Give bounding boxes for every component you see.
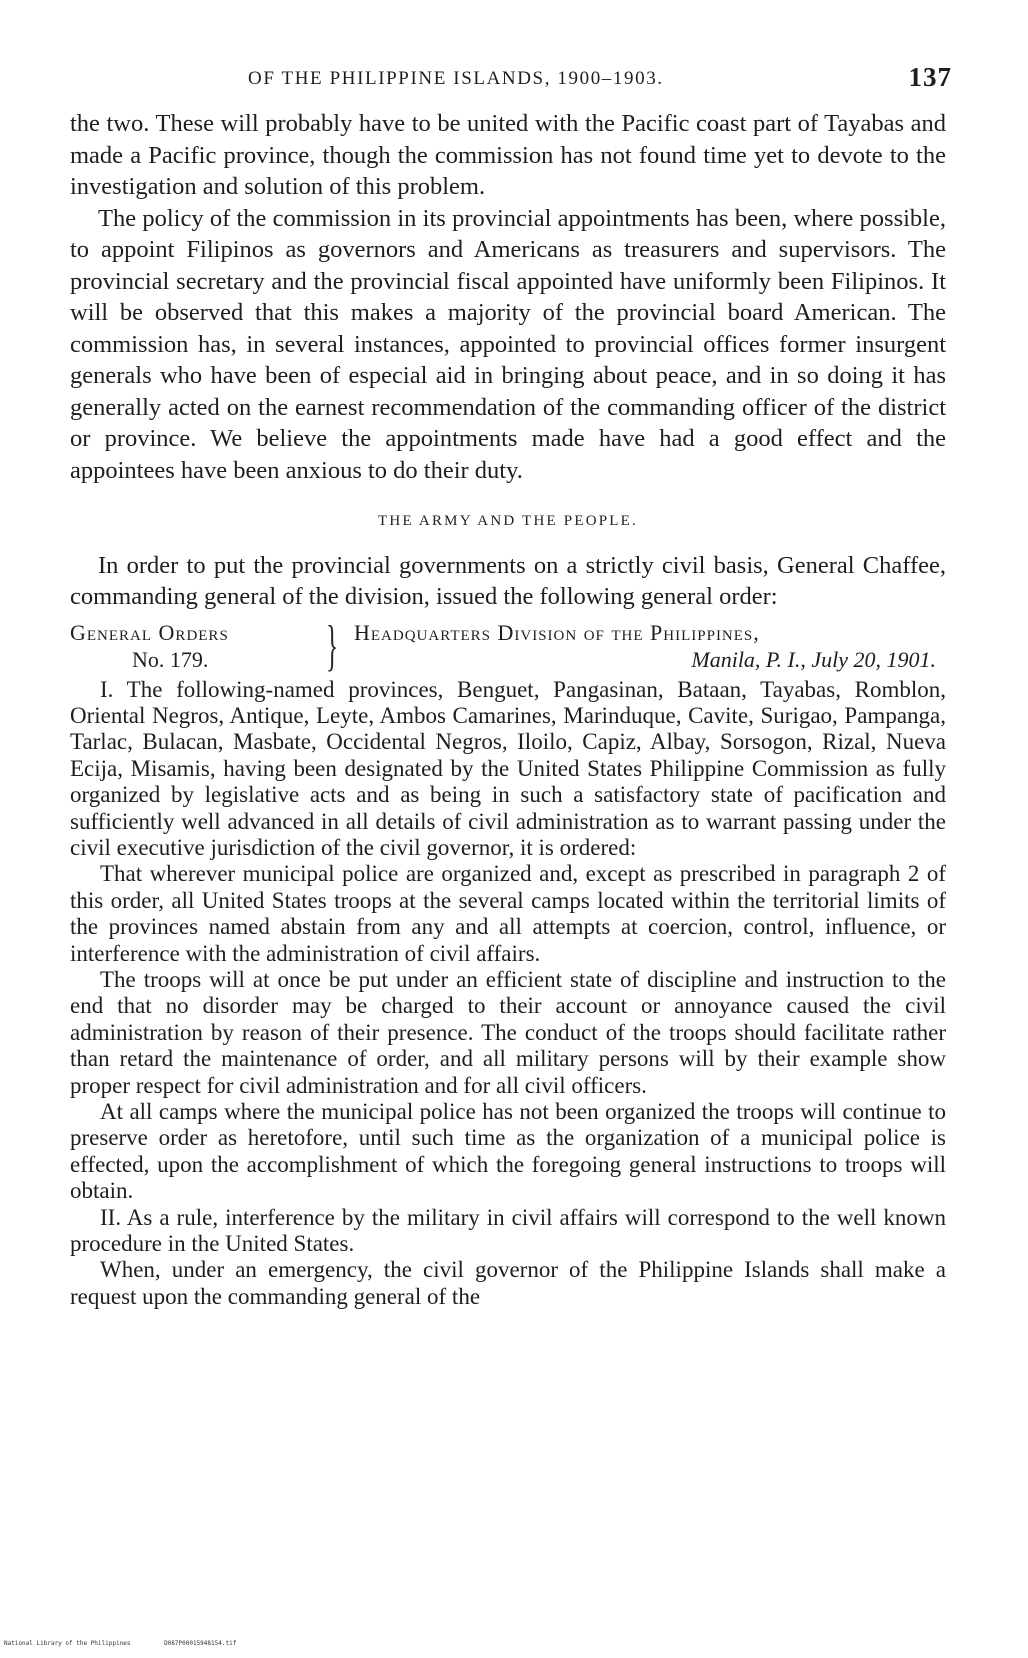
general-order-body: [70, 677, 946, 1311]
intro-paragraph: In order to put the provincial governments on a strictly civil basis, General Chaffee, commanding general of the division, issued the following general order:: [70, 551, 946, 610]
order-paragraph: That wherever municipal police are organized and, except as prescribed in paragraph 2 of this order, all United States troops at the several camps located within the territorial limits of the provinces named abstain from any and all attempts at coercion, control, influence, or interference with the administration of civil affairs.: [70, 861, 946, 966]
general-order-header: [70, 614, 946, 677]
order-number-block: [70, 619, 320, 673]
order-paragraph: I. The following-named provinces, Benguet, Pangasinan, Bataan, Tayabas, Romblon, Oriental Negros, Antique, Leyte, Ambos Camarines, Marinduque, Cavite, Surigao, Pampanga, Tarlac, Bulacan, Masbate, Occidental Negros, Iloilo, Capiz, Albay, Sorsogon, Rizal, Nueva Ecija, Misamis, having been designated by the United States Philippine Commission as fully organized by legislative acts and as being in such a satisfactory state of pacification and sufficiently well advanced in all details of civil administration as to warrant passing under the civil executive jurisdiction of the civil governor, it is ordered:: [70, 676, 946, 860]
headquarters-line: Headquarters Division of the Philippines,: [354, 619, 760, 645]
order-paragraph: The troops will at once be put under an efficient state of discipline and instruction to the end that no disorder may be charged to their account or annoyance caused the civil administration by reason of their presence. The conduct of the troops should facilitate rather than retard the maintenance of order, and all military persons will by their example show proper respect for civil administration and for all civil officers.: [70, 966, 946, 1098]
paragraph: the two. These will probably have to be united with the Pacific coast part of Tayabas and made a Pacific province, though the commission has not found time yet to devote to the investigation and solution of this problem.: [70, 110, 946, 200]
order-paragraph: When, under an emergency, the civil governor of the Philippine Islands shall make a request upon the commanding general of the: [70, 1257, 946, 1309]
order-paragraph: At all camps where the municipal police has not been organized the troops will continue to preserve order as heretofore, until such time as the organization of a municipal police is effected, upon the accomplishment of which the foregoing general instructions to troops will obtain.: [70, 1099, 946, 1204]
order-date-line: Manila, P. I., July 20, 1901.: [691, 646, 936, 672]
page-number: 137: [908, 62, 952, 92]
order-label: General Orders: [70, 619, 229, 645]
order-number: No. 179.: [132, 646, 209, 672]
order-paragraph: II. As a rule, interference by the military in civil affairs will correspond to the well known procedure in the United States.: [70, 1204, 946, 1257]
library-credit: National Library of the Philippines: [4, 1640, 131, 1647]
file-identifier: D087P00015948154.tif: [164, 1640, 237, 1647]
running-title: OF THE PHILIPPINE ISLANDS, 1900–1903.: [248, 68, 664, 89]
order-origin-block: [354, 619, 946, 673]
page-header: [72, 62, 952, 100]
section-heading: THE ARMY AND THE PEOPLE.: [378, 513, 638, 529]
paragraph: The policy of the commission in its provincial appointments has been, where possible, to appoint Filipinos as governors and Americans as treasurers and supervisors. The provincial secretary and the provincial fiscal appointed have uniformly been Filipinos. It will be observed that this makes a majority of the provincial board American. The commission has, in several instances, appointed to provincial offices former insurgent generals who have been of especial aid in bringing about peace, and in so doing it has generally acted on the earnest recommendation of the commanding officer of the district or province. We believe the appointments made have had a good effect and the appointees have been anxious to do their duty.: [70, 204, 946, 484]
scan-footer: [4, 1640, 236, 1647]
brace-glyph: }: [326, 614, 339, 677]
body-text: [70, 108, 946, 1310]
